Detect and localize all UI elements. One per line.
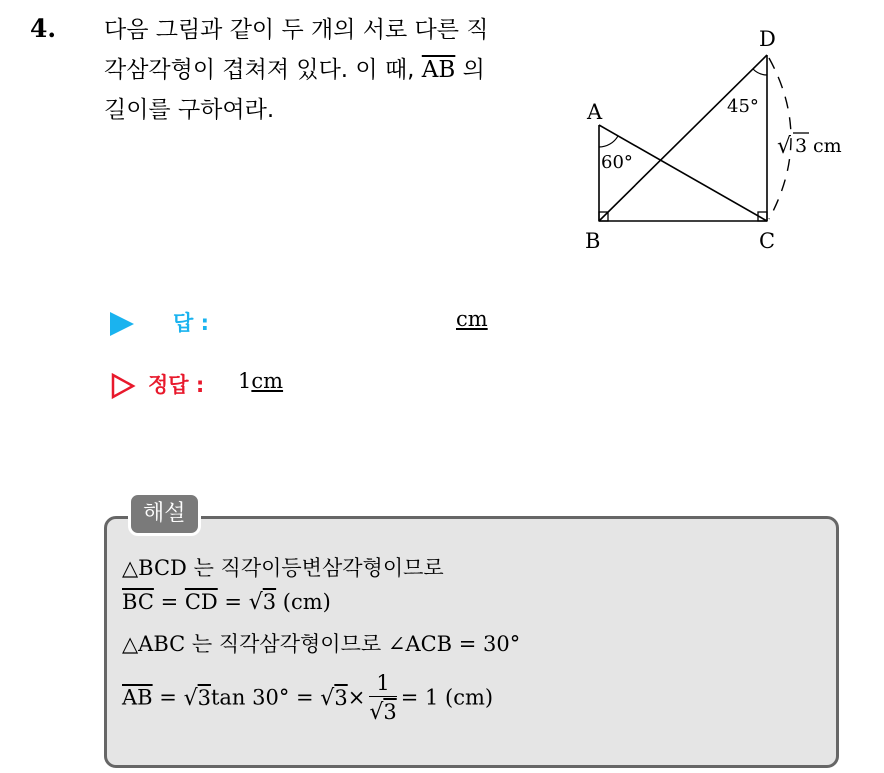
angle-a-label: 60°	[601, 152, 633, 173]
segment-bc: $\overline{BC}$	[122, 590, 154, 614]
answer-blank-unit: cm	[456, 307, 488, 331]
result: = 1 (cm)	[400, 685, 494, 710]
angle-arc-a	[599, 136, 618, 147]
answer-label: 답 :	[173, 311, 209, 335]
correct-value-number: 1	[238, 369, 252, 393]
tan-30: tan 30° =	[210, 685, 321, 710]
segment-ac-line	[599, 125, 767, 221]
segment-ab: $\overline{AB}$	[421, 57, 456, 83]
question-line-3: 길이를 구하여라.	[104, 97, 275, 123]
unit-cm: (cm)	[276, 590, 331, 614]
segment-ab-exp: $\overline{AB}$	[122, 685, 153, 710]
vertex-d-label: D	[759, 27, 776, 51]
correct-answer-label: 정답 :	[148, 373, 205, 397]
sqrt-3-b: √3	[320, 685, 348, 711]
triangle-abc: △ABC	[122, 632, 186, 656]
segment-cd: $\overline{CD}$	[184, 590, 218, 614]
outline-triangle-icon	[110, 373, 136, 399]
explanation-line-3-text: 는 직각삼각형이므로	[185, 632, 382, 656]
explanation-line-3	[122, 628, 520, 658]
sqrt-3-a: √3	[183, 685, 211, 711]
question-number: 4.	[30, 14, 57, 43]
question-line-2-pre: 각삼각형이 겹쳐져 있다. 이 때,	[104, 57, 422, 83]
side-cd-unit: cm	[813, 135, 842, 157]
explanation-line-4	[122, 670, 493, 728]
explanation-line-1	[122, 552, 444, 582]
side-cd-radical-sign: √	[777, 134, 792, 159]
angle-acb: ∠ACB = 30°	[387, 632, 521, 656]
angle-arc-d	[753, 69, 767, 75]
explanation-line-1-text: 는 직각이등변삼각형이므로	[186, 556, 444, 580]
question-line-2	[104, 50, 564, 90]
vertex-b-label: B	[585, 229, 601, 253]
eq-sign-1: =	[153, 590, 185, 614]
explanation-title: 해설	[128, 492, 201, 536]
question-line-2-post: 의	[455, 57, 485, 83]
question-text	[104, 10, 564, 130]
sqrt-3: √3	[248, 590, 277, 615]
times-sign: ×	[347, 685, 366, 710]
angle-d-label: 45°	[727, 96, 759, 117]
vertex-c-label: C	[759, 229, 776, 253]
correct-value-unit: cm	[251, 369, 284, 393]
eq-sign-3: =	[152, 685, 184, 710]
question-line-1: 다음 그림과 같이 두 개의 서로 다른 직	[104, 17, 489, 43]
fraction-1-over-sqrt3: $\frac{1}{√3}$	[369, 671, 397, 725]
triangle-figure	[575, 22, 865, 262]
vertex-a-label: A	[587, 100, 603, 124]
triangle-bcd: △BCD	[122, 556, 187, 580]
side-cd-radicand: 3	[795, 135, 808, 157]
segment-bd-line	[599, 55, 767, 221]
explanation-line-2	[122, 590, 331, 615]
eq-sign-2: =	[217, 590, 249, 614]
play-triangle-icon	[110, 312, 134, 336]
correct-answer-value	[238, 369, 283, 393]
